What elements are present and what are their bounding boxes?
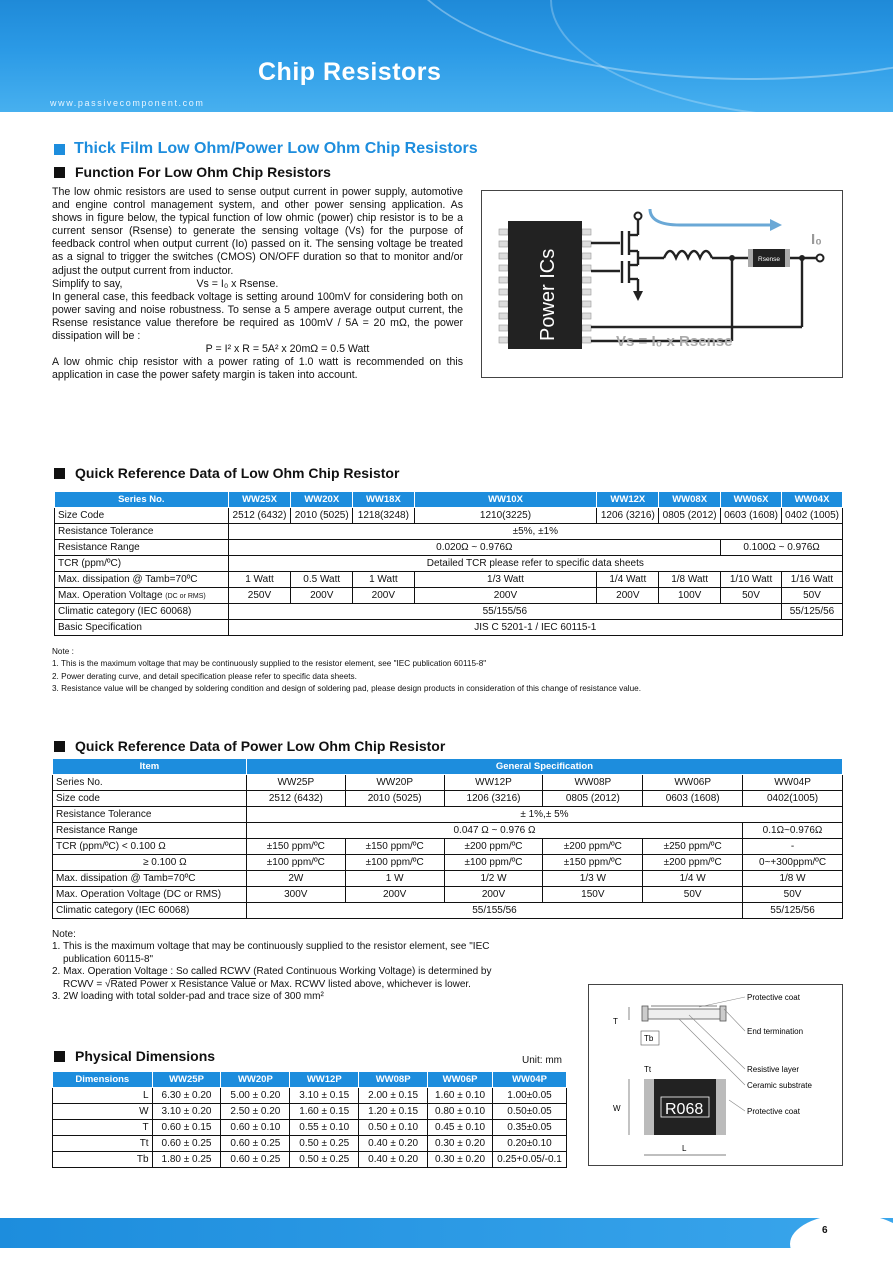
table-cell: 0603 (1608)	[721, 508, 782, 524]
table-cell: 2.50 ± 0.20	[221, 1104, 290, 1120]
table-cell: 200V	[353, 588, 414, 604]
table-cell: ±100 ppm/ºC	[345, 855, 444, 871]
simplify-line	[52, 278, 463, 291]
table-cell: ±200 ppm/ºC	[543, 839, 643, 855]
table2-heading	[54, 738, 445, 754]
page-title: Chip Resistors	[258, 58, 442, 86]
table-cell: 0.50±0.05	[492, 1104, 566, 1120]
table-cell: ±150 ppm/ºC	[246, 839, 345, 855]
table-cell: WW12P	[444, 775, 543, 791]
table-row	[53, 887, 843, 903]
intro-paragraph-2: In general case, this feedback voltage is setting around 100mV for considering both on power saving and noise robustness. To sense a 5 ampere average output current, the Rsense resistance value therefore be required as 100mV / 5A = 20 mΩ, the power dissipation will be :	[52, 290, 463, 343]
table-row	[55, 588, 843, 604]
table-header: WW06X	[721, 492, 782, 508]
table-header: WW25P	[152, 1072, 221, 1088]
table-cell: 1 W	[345, 871, 444, 887]
table-cell: 50V	[743, 887, 843, 903]
table-row	[55, 556, 843, 572]
power-low-ohm-table	[52, 758, 843, 919]
low-ohm-reference-table	[54, 491, 843, 636]
table-cell: 2512 (6432)	[228, 508, 291, 524]
table-cell: ±200 ppm/ºC	[643, 855, 743, 871]
dim-l-label: L	[682, 1144, 687, 1153]
table-row	[53, 839, 843, 855]
square-bullet-icon	[54, 741, 65, 752]
circuit-diagram	[481, 190, 843, 378]
protective-coat-label: Protective coat	[747, 1107, 800, 1116]
row-label: Resistance Range	[55, 540, 229, 556]
table-cell: 0.80 ± 0.10	[428, 1104, 493, 1120]
row-label: Max. dissipation @ Tamb=70ºC	[55, 572, 229, 588]
protective-coat-label: Protective coat	[747, 993, 800, 1002]
note-item: 3. 2W loading with total solder-pad and trace size of 300 mm²	[52, 991, 324, 1003]
current-arrowhead-icon	[770, 219, 782, 231]
table-header: WW25X	[228, 492, 291, 508]
table-cell: 0.50 ± 0.25	[290, 1136, 359, 1152]
table-cell: 55/125/56	[782, 604, 843, 620]
ceramic-substrate-label: Ceramic substrate	[747, 1081, 812, 1090]
chip-terminal	[716, 1079, 726, 1135]
ground-arrow-icon	[633, 291, 643, 301]
dimension-diagram	[588, 984, 843, 1166]
row-label: T	[53, 1120, 153, 1136]
table-row	[53, 855, 843, 871]
row-label: TCR (ppm/ºC) < 0.100 Ω	[53, 839, 247, 855]
table-header: Dimensions	[53, 1072, 153, 1088]
intro-paragraph-3: A low ohmic chip resistor with a power rating of 1.0 watt is recommended on this application in case the power safety margin is taken into account.	[52, 356, 463, 382]
circuit-wires	[591, 219, 817, 341]
table-row	[53, 903, 843, 919]
end-termination-label: End termination	[747, 1027, 804, 1036]
note-item: 1. This is the maximum voltage that may be continuously supplied to the resistor element, see "IEC publication 60115-8"	[52, 659, 487, 669]
table-cell: ±150 ppm/ºC	[543, 855, 643, 871]
table1-heading-text: Quick Reference Data of Low Ohm Chip Resistor	[75, 465, 400, 481]
note-item: publication 60115-8"	[63, 953, 154, 965]
table-cell: 0.40 ± 0.20	[359, 1136, 428, 1152]
table-cell: 3.10 ± 0.20	[152, 1104, 221, 1120]
table-cell: 2W	[246, 871, 345, 887]
table-cell: 2010 (5025)	[291, 508, 353, 524]
table-cell: ± 1%,± 5%	[246, 807, 842, 823]
table-row	[53, 775, 843, 791]
table-cell: 300V	[246, 887, 345, 903]
table-cell: 0.020Ω ~ 0.976Ω	[228, 540, 720, 556]
table-header: General Specification	[246, 759, 842, 775]
table-cell: 0.5 Watt	[291, 572, 353, 588]
table-cell: -	[743, 839, 843, 855]
table-cell: ±100 ppm/ºC	[444, 855, 543, 871]
table-cell: 150V	[543, 887, 643, 903]
main-title-text: Thick Film Low Ohm/Power Low Ohm Chip Resistors	[74, 140, 478, 157]
chip-label: Power ICs	[537, 248, 559, 341]
dim-t-label: T	[613, 1017, 618, 1026]
physical-dimensions-table	[52, 1071, 567, 1168]
table-header: WW12X	[597, 492, 659, 508]
table-header: WW08X	[659, 492, 721, 508]
table2-heading-text: Quick Reference Data of Power Low Ohm Chip Resistor	[75, 738, 446, 754]
table-cell: 200V	[345, 887, 444, 903]
row-label: Basic Specification	[55, 620, 229, 636]
table-cell: ±100 ppm/ºC	[246, 855, 345, 871]
table-cell: 0.60 ± 0.25	[221, 1152, 290, 1168]
table-row	[55, 604, 843, 620]
table-cell: 0.60 ± 0.25	[152, 1136, 221, 1152]
table-cell: 3.10 ± 0.15	[290, 1088, 359, 1104]
table-row	[53, 871, 843, 887]
table-cell: 200V	[444, 887, 543, 903]
dim-tt-label: Tt	[644, 1065, 652, 1074]
intro-text	[52, 186, 463, 382]
circuit-svg	[482, 191, 842, 377]
unit-label: Unit: mm	[522, 1055, 562, 1066]
row-label: Tb	[53, 1152, 153, 1168]
square-bullet-icon	[54, 167, 65, 178]
table-cell: 0805 (2012)	[543, 791, 643, 807]
table-cell: Detailed TCR please refer to specific data sheets	[228, 556, 842, 572]
table-cell: 1/4 W	[643, 871, 743, 887]
table-cell: 6.30 ± 0.20	[152, 1088, 221, 1104]
table-cell: 1218(3248)	[353, 508, 414, 524]
table-cell: 1.60 ± 0.15	[290, 1104, 359, 1120]
io-label: I₀	[811, 231, 822, 248]
table-cell: 1/3 Watt	[414, 572, 597, 588]
table-cell: 50V	[721, 588, 782, 604]
row-label: Climatic category (IEC 60068)	[53, 903, 247, 919]
row-label: TCR (ppm/ºC)	[55, 556, 229, 572]
table-row	[53, 1152, 567, 1168]
table-cell: 55/155/56	[246, 903, 742, 919]
resistive-layer-label: Resistive layer	[747, 1065, 800, 1074]
table-cell: 50V	[643, 887, 743, 903]
table-cell: 0.30 ± 0.20	[428, 1152, 493, 1168]
table2-notes	[52, 929, 572, 1003]
table-row	[55, 508, 843, 524]
table-header: WW04X	[782, 492, 843, 508]
formula-vs: Vs = I₀ x Rsense.	[196, 277, 279, 290]
table-cell: 1/16 Watt	[782, 572, 843, 588]
note-item: 2. Max. Operation Voltage : So called RCWV (Rated Continuous Working Voltage) is determined by	[52, 966, 492, 978]
table1-heading	[54, 465, 399, 481]
table-header: WW18X	[353, 492, 414, 508]
note-item: 1. This is the maximum voltage that may be continuously supplied to the resistor element, see "IEC	[52, 941, 490, 953]
table-cell: 1/8 W	[743, 871, 843, 887]
rsense-label: Rsense	[758, 256, 781, 263]
chip-marking: R068	[665, 1101, 704, 1118]
square-bullet-icon	[54, 468, 65, 479]
table-cell: 1.80 ± 0.25	[152, 1152, 221, 1168]
table-cell: 0805 (2012)	[659, 508, 721, 524]
table-cell: 1/8 Watt	[659, 572, 721, 588]
table-header-row	[55, 492, 843, 508]
table-cell: 0.60 ± 0.15	[152, 1120, 221, 1136]
table-cell: 2512 (6432)	[246, 791, 345, 807]
main-title	[54, 140, 478, 158]
note-item	[52, 979, 572, 991]
row-label: Size Code	[55, 508, 229, 524]
row-label: W	[53, 1104, 153, 1120]
note-item: 2. Power derating curve, and detail specification please refer to specific data sheets.	[52, 671, 357, 681]
junction-dot	[729, 255, 735, 261]
table-cell: ±200 ppm/ºC	[444, 839, 543, 855]
table-cell: 0.30 ± 0.20	[428, 1136, 493, 1152]
table-cell: 1/3 W	[543, 871, 643, 887]
table-cell: 0.35±0.05	[492, 1120, 566, 1136]
rsense-terminal	[748, 249, 753, 267]
table-row	[53, 1088, 567, 1104]
table-cell: 0.60 ± 0.25	[221, 1136, 290, 1152]
table-cell: 0402(1005)	[743, 791, 843, 807]
dimension-svg	[589, 985, 842, 1165]
table-cell: 55/125/56	[743, 903, 843, 919]
table-cell: 1.20 ± 0.15	[359, 1104, 428, 1120]
table-cell: 0603 (1608)	[643, 791, 743, 807]
table-cell: 200V	[291, 588, 353, 604]
table-row	[55, 540, 843, 556]
table-cell: 100V	[659, 588, 721, 604]
note-text: or Max. RCWV listed above, whichever is lower.	[255, 978, 471, 990]
row-label: Tt	[53, 1136, 153, 1152]
table-cell: ±250 ppm/ºC	[643, 839, 743, 855]
table-row	[55, 524, 843, 540]
chip-cross-section	[642, 1006, 726, 1021]
table-header-row	[53, 1072, 567, 1088]
notes-title: Note :	[52, 647, 74, 656]
page-number: 6	[822, 1225, 828, 1236]
row-label: Size code	[53, 791, 247, 807]
table-cell: 250V	[228, 588, 291, 604]
row-label: Climatic category (IEC 60068)	[55, 604, 229, 620]
table-cell: 0.40 ± 0.20	[359, 1152, 428, 1168]
row-label: Max. Operation Voltage (DC or RMS)	[53, 887, 247, 903]
table-header: WW08P	[359, 1072, 428, 1088]
table-header: WW10X	[414, 492, 597, 508]
dim-w-label: W	[613, 1104, 621, 1113]
table-cell: 1 Watt	[353, 572, 414, 588]
row-label: Resistance Tolerance	[53, 807, 247, 823]
table-cell: WW25P	[246, 775, 345, 791]
table-cell: 0.20±0.10	[492, 1136, 566, 1152]
table-cell: 0~+300ppm/ºC	[743, 855, 843, 871]
table1-notes	[52, 646, 641, 695]
header-banner	[0, 0, 893, 112]
table-row	[53, 807, 843, 823]
row-label: Series No.	[53, 775, 247, 791]
table-cell: 0.45 ± 0.10	[428, 1120, 493, 1136]
table-cell: JIS C 5201-1 / IEC 60115-1	[228, 620, 842, 636]
table-cell: ±150 ppm/ºC	[345, 839, 444, 855]
notes-title: Note:	[52, 929, 76, 940]
intro-paragraph: The low ohmic resistors are used to sense output current in power supply, automotive and engine control management system, and other power sensing application. As shows in figure below, the typical function of low ohmic (power) chip resistor is to be a current sensor (Rsense) to generate the sensing voltage (Vs) for the purpose of feedback control when output current (Io) passed on it. The sensing voltage be treated as a signal to trigger the switches (CMOS) ON/OFF duration so that to monitor and/or adjust the output current from inductor.	[52, 186, 463, 277]
square-bullet-icon	[54, 144, 65, 155]
square-bullet-icon	[54, 1051, 65, 1062]
chip-terminal	[644, 1079, 654, 1135]
table-header: Item	[53, 759, 247, 775]
table-cell: WW04P	[743, 775, 843, 791]
table-cell: 1206 (3216)	[597, 508, 659, 524]
table-cell: WW06P	[643, 775, 743, 791]
function-heading	[54, 164, 331, 180]
table-cell: 1.00±0.05	[492, 1088, 566, 1104]
simplify-text: Simplify to say,	[52, 277, 123, 290]
rsense-terminal	[785, 249, 790, 267]
supply-node	[635, 213, 642, 220]
table3-heading-text: Physical Dimensions	[75, 1048, 216, 1064]
table-cell: WW20P	[345, 775, 444, 791]
function-heading-text: Function For Low Ohm Chip Resistors	[75, 164, 331, 180]
website-url[interactable]: www.passivecomponent.com	[50, 98, 205, 108]
table-cell: 0.25+0.05/-0.1	[492, 1152, 566, 1168]
table-row	[55, 620, 843, 636]
dim-tb-label: Tb	[644, 1034, 654, 1043]
banner-swoosh	[550, 0, 893, 112]
table-header: WW20X	[291, 492, 353, 508]
table-cell: 0.50 ± 0.10	[359, 1120, 428, 1136]
table3-heading	[54, 1048, 215, 1064]
current-flow-arrow	[650, 209, 772, 225]
row-label-text: Max. Operation Voltage	[58, 590, 163, 601]
table-cell: 1 Watt	[228, 572, 291, 588]
table-cell: 1/2 W	[444, 871, 543, 887]
table-cell: 50V	[782, 588, 843, 604]
table-cell: 5.00 ± 0.20	[221, 1088, 290, 1104]
output-node	[817, 255, 824, 262]
table-cell: WW08P	[543, 775, 643, 791]
table-cell: 200V	[597, 588, 659, 604]
table-cell: 2010 (5025)	[345, 791, 444, 807]
table-cell: 0.55 ± 0.10	[290, 1120, 359, 1136]
table-cell: 0.60 ± 0.10	[221, 1120, 290, 1136]
table-header: WW06P	[428, 1072, 493, 1088]
table-cell: 200V	[414, 588, 597, 604]
table-row	[55, 572, 843, 588]
table-cell: 1210(3225)	[414, 508, 597, 524]
table-cell: 0.50 ± 0.25	[290, 1152, 359, 1168]
table-cell: 55/155/56	[228, 604, 781, 620]
row-label: L	[53, 1088, 153, 1104]
row-label: Resistance Tolerance	[55, 524, 229, 540]
row-label-subtext: (DC or RMS)	[165, 593, 206, 600]
table-header: WW20P	[221, 1072, 290, 1088]
table-cell: 0.100Ω ~ 0.976Ω	[721, 540, 843, 556]
table-cell: 2.00 ± 0.15	[359, 1088, 428, 1104]
table-row	[53, 1120, 567, 1136]
table-cell: 1206 (3216)	[444, 791, 543, 807]
table-row	[53, 823, 843, 839]
table-cell: 1.60 ± 0.10	[428, 1088, 493, 1104]
row-label: Resistance Range	[53, 823, 247, 839]
table-header-row	[53, 759, 843, 775]
row-label: Max. dissipation @ Tamb=70ºC	[53, 871, 247, 887]
note-item: 3. Resistance value will be changed by soldering condition and design of soldering pad, please design products in consideration of this change of resistance value.	[52, 683, 641, 693]
table-cell: 0.1Ω~0.976Ω	[743, 823, 843, 839]
row-label	[55, 588, 229, 604]
table-header: Series No.	[55, 492, 229, 508]
table-cell: 0402 (1005)	[782, 508, 843, 524]
table-cell: ±5%, ±1%	[228, 524, 842, 540]
table-row	[53, 1136, 567, 1152]
table-row	[53, 791, 843, 807]
table-row	[53, 1104, 567, 1120]
formula-power: P = I² x R = 5A² x 20mΩ = 0.5 Watt	[205, 343, 370, 356]
table-cell: 1/4 Watt	[597, 572, 659, 588]
row-label: ≥ 0.100 Ω	[53, 855, 247, 871]
note-text: RCWV = √	[63, 978, 111, 990]
table-header: WW12P	[290, 1072, 359, 1088]
table-cell: 0.047 Ω ~ 0.976 Ω	[246, 823, 742, 839]
vs-formula: Vs = I₀ x Rsense	[616, 333, 733, 350]
footer-bar	[0, 1218, 893, 1248]
table-cell: 1/10 Watt	[721, 572, 782, 588]
note-text-radical: Rated Power x Resistance Value	[110, 978, 256, 990]
junction-dot	[799, 255, 805, 261]
table-header: WW04P	[492, 1072, 566, 1088]
